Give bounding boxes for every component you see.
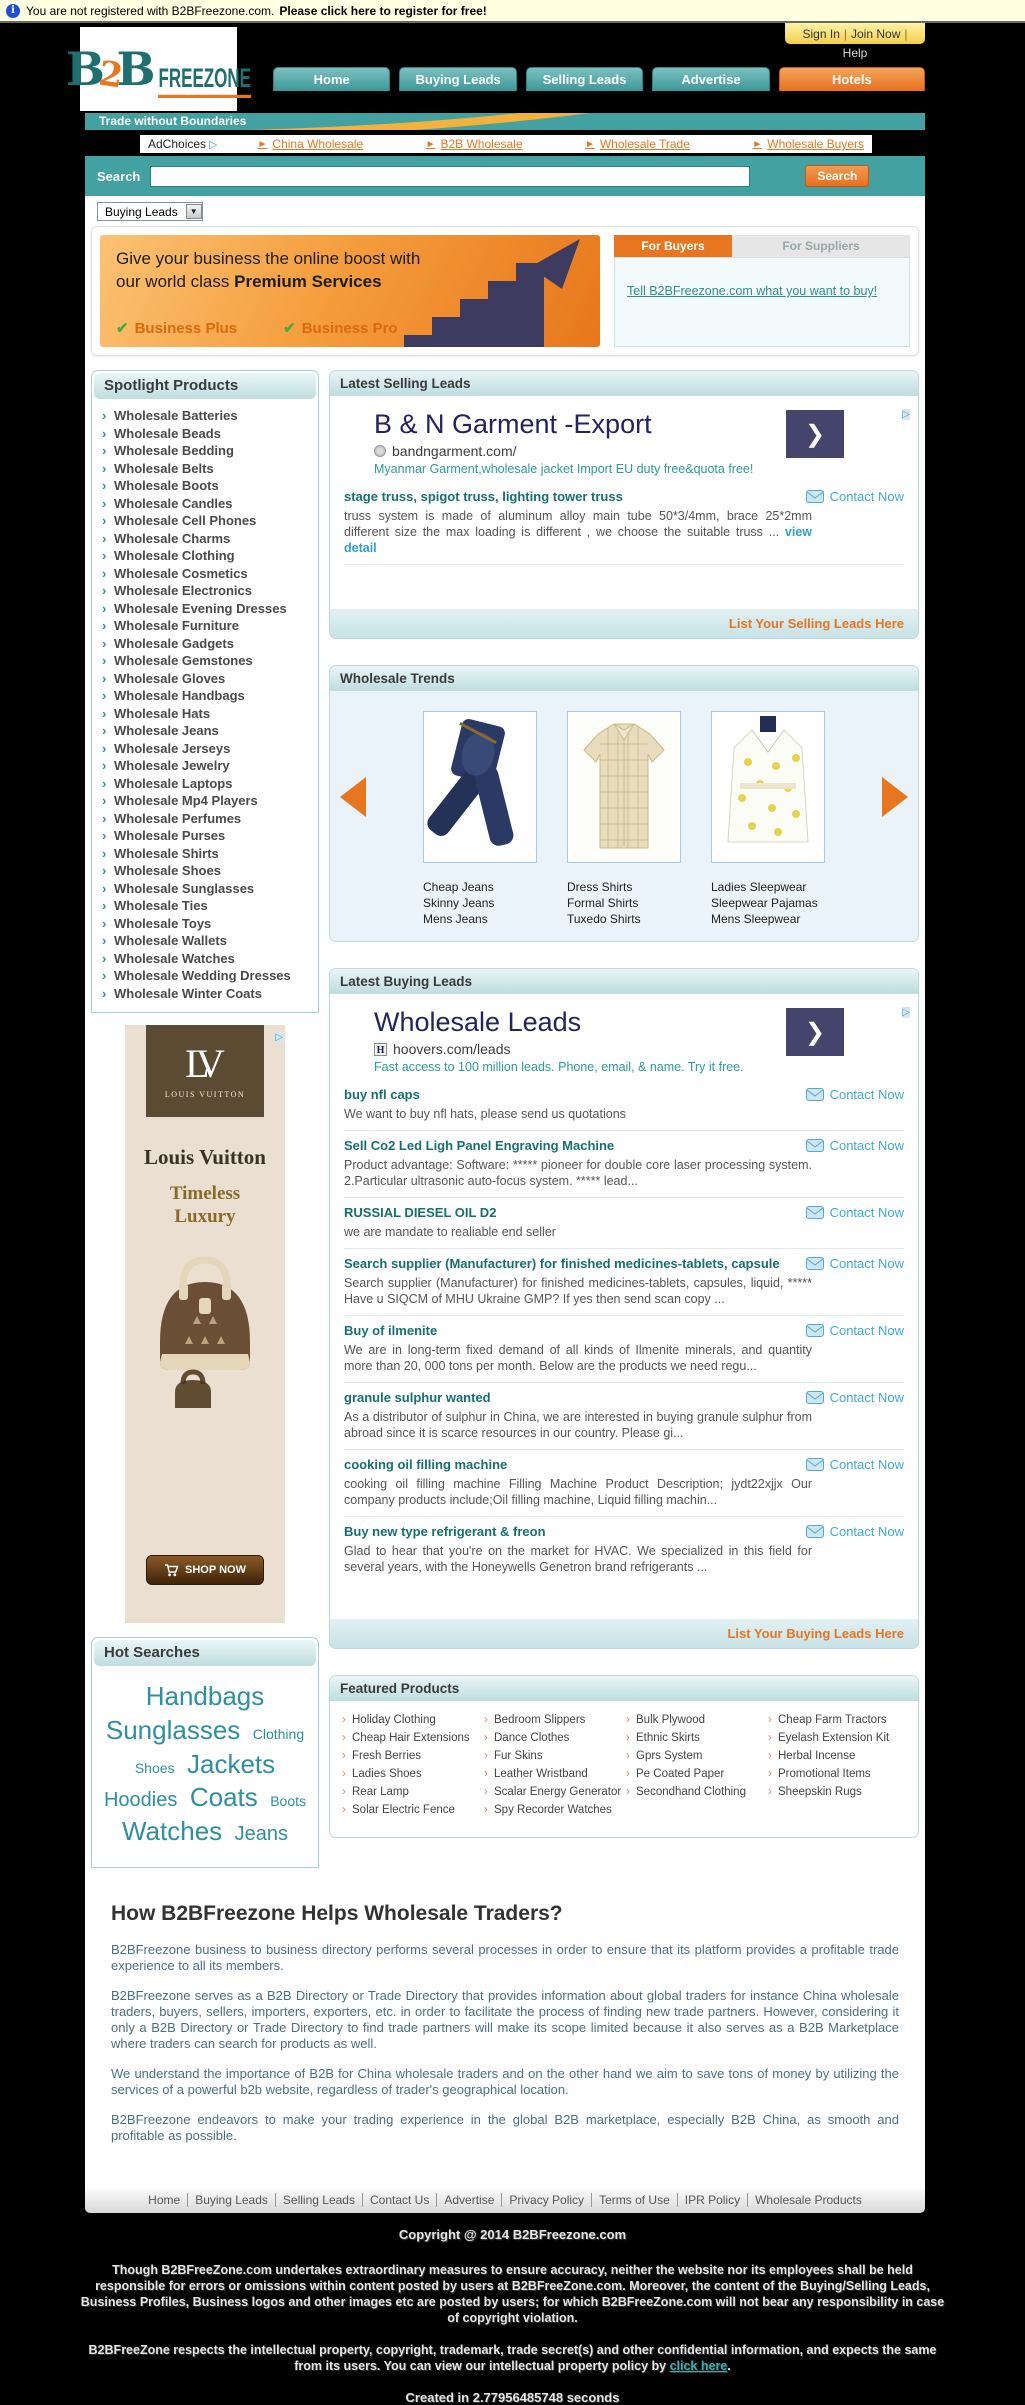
featured-column-1 xyxy=(340,1711,482,1819)
trend-caption[interactable]: Ladies Sleepwear Sleepwear Pajamas Mens Sleepwear xyxy=(711,880,818,926)
buying-ad-block xyxy=(344,1002,904,1080)
buying-leads-title: Latest Buying Leads xyxy=(330,969,918,994)
spotlight-product-link[interactable]: › Wholesale Ties xyxy=(98,897,314,915)
featured-product-link[interactable]: › Promotional Items xyxy=(766,1765,908,1783)
nav-item[interactable]: Buying Leads xyxy=(399,67,516,91)
spotlight-product-link[interactable]: › Wholesale Sunglasses xyxy=(98,880,314,898)
lead-description: Search supplier (Manufacturer) for finished medicines-tablets, capsules, liquid, ***** Have u SIQCM of MHU Ukraine GMP? If yes then send scan copy ... xyxy=(344,1276,812,1306)
auth-links xyxy=(785,23,925,44)
premium-banner-panel xyxy=(91,226,919,356)
buyers-suppliers-tabs xyxy=(614,235,910,257)
lead-description: We are in long-term fixed demand of all kinds of Ilmenite minerals, and quantity more than 20, 000 tons per month. Below are the products we need regu... xyxy=(344,1343,812,1373)
featured-product-link[interactable]: › Fur Skins xyxy=(482,1747,624,1765)
nav-item[interactable]: Selling Leads xyxy=(526,67,643,91)
spotlight-product-link[interactable]: › Wholesale Belts xyxy=(98,460,314,478)
lead-title-link[interactable]: Buy new type refrigerant & freon xyxy=(344,1524,546,1539)
lead-title-link[interactable]: granule sulphur wanted xyxy=(344,1390,491,1405)
carousel-next-button[interactable] xyxy=(882,777,908,817)
chevron-down-icon: ▼ xyxy=(186,204,202,219)
tell-what-to-buy-link[interactable]: Tell B2BFreezone.com what you want to buy! xyxy=(627,284,878,298)
search-category-row xyxy=(85,200,925,226)
footer-link[interactable]: Privacy Policy xyxy=(502,2193,592,2207)
arrow-bullet-icon: ► xyxy=(584,138,595,150)
featured-product-link[interactable]: › Holiday Clothing xyxy=(340,1711,482,1729)
lead-title-link[interactable]: Sell Co2 Led Ligh Panel Engraving Machine xyxy=(344,1138,615,1153)
hot-searches-title: Hot Searches xyxy=(94,1640,316,1666)
spotlight-product-link[interactable]: › Wholesale Watches xyxy=(98,950,314,968)
spotlight-product-link[interactable]: › Wholesale Wallets xyxy=(98,932,314,950)
envelope-icon xyxy=(806,1257,824,1270)
selling-lead-item xyxy=(344,482,904,565)
featured-product-link[interactable]: › Fresh Berries xyxy=(340,1747,482,1765)
spotlight-products-box xyxy=(91,370,319,1013)
contact-now-link[interactable]: Contact Now xyxy=(806,1256,904,1271)
nav-item[interactable]: Advertise xyxy=(652,67,769,91)
adchoices-text: AdChoices xyxy=(148,137,207,151)
tagline-text: Trade without Boundaries xyxy=(99,114,247,128)
spotlight-product-link[interactable]: › Wholesale Handbags xyxy=(98,687,314,705)
contact-now-link[interactable]: Contact Now xyxy=(806,1390,904,1405)
ad-link[interactable]: ► Wholesale Buyers xyxy=(752,137,864,151)
site-logo[interactable] xyxy=(66,27,252,111)
spotlight-product-link[interactable]: › Wholesale Gadgets xyxy=(98,635,314,653)
handbag-image xyxy=(135,1242,275,1422)
featured-product-link[interactable]: › Rear Lamp xyxy=(340,1783,482,1801)
spotlight-product-link[interactable]: › Wholesale Mp4 Players xyxy=(98,792,314,810)
envelope-icon xyxy=(806,1458,824,1471)
check-icon: ✔ xyxy=(283,320,296,337)
buying-lead-item xyxy=(344,1198,904,1249)
envelope-icon xyxy=(806,1088,824,1101)
arrow-bullet-icon: ► xyxy=(257,138,268,150)
featured-product-link[interactable]: › Spy Recorder Watches xyxy=(482,1801,624,1819)
footer-links-bar xyxy=(85,2188,925,2213)
lead-title-link[interactable]: cooking oil filling machine xyxy=(344,1457,508,1472)
lv-ad-title: Louis Vuitton xyxy=(144,1145,266,1169)
ad-title-link[interactable]: B & N Garment -Export xyxy=(374,409,652,439)
latest-buying-leads-section xyxy=(329,968,919,1649)
search-bar xyxy=(85,156,925,196)
lv-brand-name: LOUIS VUITTON xyxy=(164,1089,246,1099)
trend-card-shirt[interactable] xyxy=(567,711,681,863)
featured-column-4 xyxy=(766,1711,908,1819)
ad-title-link[interactable]: Wholesale Leads xyxy=(374,1007,582,1037)
ad-url[interactable]: bandngarment.com/ xyxy=(374,443,904,459)
contact-now-link[interactable]: Contact Now xyxy=(806,1138,904,1153)
sign-in-link[interactable]: Sign In xyxy=(802,26,840,41)
spotlight-product-link[interactable]: › Wholesale Gloves xyxy=(98,670,314,688)
featured-product-link[interactable]: › Solar Electric Fence xyxy=(340,1801,482,1819)
buying-lead-item xyxy=(344,1517,904,1583)
banner-features xyxy=(116,319,398,337)
spotlight-product-link[interactable]: › Wholesale Jeans xyxy=(98,722,314,740)
join-now-link[interactable]: Join Now xyxy=(851,26,901,41)
featured-product-link[interactable]: › Gprs System xyxy=(624,1747,766,1765)
spotlight-product-link[interactable]: › Wholesale Bedding xyxy=(98,442,314,460)
hot-search-tag[interactable]: Hoodies xyxy=(103,1789,178,1812)
spotlight-products-list xyxy=(92,401,318,1012)
envelope-icon xyxy=(806,1525,824,1538)
footer xyxy=(0,2213,1025,2405)
buying-lead-item xyxy=(344,1249,904,1316)
search-category-select[interactable] xyxy=(97,202,203,221)
contact-now-link[interactable]: Contact Now xyxy=(806,1087,904,1102)
tab-for-buyers[interactable]: For Buyers xyxy=(614,235,732,257)
footer-link[interactable]: Selling Leads xyxy=(276,2193,363,2207)
envelope-icon xyxy=(806,490,824,503)
envelope-icon xyxy=(806,1391,824,1404)
footer-link[interactable]: Terms of Use xyxy=(592,2193,678,2207)
hot-searches-box xyxy=(91,1637,319,1868)
spotlight-product-link[interactable]: › Wholesale Winter Coats xyxy=(98,985,314,1003)
tagline-swoosh-decoration xyxy=(205,113,625,130)
adchoices-icon[interactable]: ▷ xyxy=(275,1032,283,1043)
footer-link[interactable]: Advertise xyxy=(437,2193,502,2207)
lead-description: cooking oil filling machine Filling Machine Product Description; jydt22xjjx Our company products include;Oil filling machine, Liquid filling machin... xyxy=(344,1477,812,1507)
spotlight-product-link[interactable]: › Wholesale Toys xyxy=(98,915,314,933)
featured-product-link[interactable]: › Cheap Farm Tractors xyxy=(766,1711,908,1729)
hot-search-tag[interactable]: Boots xyxy=(270,1793,307,1810)
help-link[interactable]: Help xyxy=(842,46,868,60)
lv-monogram: LV xyxy=(185,1040,215,1086)
spotlight-product-link[interactable]: › Wholesale Laptops xyxy=(98,775,314,793)
latest-selling-leads-section xyxy=(329,370,919,639)
cart-icon xyxy=(164,1564,179,1577)
carousel-prev-button[interactable] xyxy=(340,777,366,817)
featured-column-3 xyxy=(624,1711,766,1819)
ad-arrow-button[interactable]: ❯ xyxy=(786,410,844,458)
trend-caption[interactable]: Cheap Jeans Skinny Jeans Mens Jeans xyxy=(423,880,495,926)
lead-description: we are mandate to realiable end seller xyxy=(344,1225,556,1239)
ipr-policy-link[interactable]: click here xyxy=(669,2358,728,2373)
banner-line1: Give your business the online boost with xyxy=(116,249,421,268)
adchoices-icon[interactable]: ▷ xyxy=(902,409,910,420)
hot-search-tag[interactable]: Jackets xyxy=(187,1748,276,1779)
hoovers-icon: H xyxy=(374,1043,387,1056)
logo-wordmark: FREEZONE xyxy=(158,63,251,98)
adchoices-icon: ▷ xyxy=(209,138,218,151)
auth-separator: | xyxy=(904,26,908,41)
spotlight-product-link[interactable]: › Wholesale Wedding Dresses xyxy=(98,967,314,985)
tab-for-suppliers[interactable]: For Suppliers xyxy=(732,235,910,257)
trend-card-jeans[interactable] xyxy=(423,711,537,863)
shirt-product-image xyxy=(570,714,678,860)
adchoices-label[interactable] xyxy=(148,137,218,151)
logo-letter-b1: B xyxy=(66,42,105,96)
hot-search-tag[interactable]: Clothing xyxy=(252,1725,305,1742)
selling-ad-block xyxy=(344,404,904,482)
spotlight-product-link[interactable]: › Wholesale Beads xyxy=(98,425,314,443)
arrow-bullet-icon: ► xyxy=(752,138,763,150)
main-column xyxy=(329,370,919,1880)
lead-description: As a distributor of sulphur in China, we are interested in buying granule sulphur from abroad since it is scarce resources in our country. Please gi... xyxy=(344,1410,812,1440)
lv-ad-subtitle: Timeless Luxury xyxy=(169,1183,241,1227)
logo-letter-b2: B xyxy=(116,42,156,96)
spotlight-product-link[interactable]: › Wholesale Clothing xyxy=(98,547,314,565)
louis-vuitton-ad[interactable] xyxy=(125,1025,285,1623)
hot-search-tag[interactable]: Watches xyxy=(121,1816,223,1847)
buying-lead-item xyxy=(344,1316,904,1383)
buyers-suppliers-box xyxy=(614,235,910,347)
selling-leads-title: Latest Selling Leads xyxy=(330,371,918,396)
arrow-bullet-icon: ► xyxy=(425,138,436,150)
hot-search-tag[interactable]: Sunglasses xyxy=(105,1714,241,1745)
featured-product-link[interactable]: › Bedroom Slippers xyxy=(482,1711,624,1729)
tagline-bar xyxy=(85,113,925,130)
featured-column-2 xyxy=(482,1711,624,1819)
search-input[interactable] xyxy=(150,166,750,187)
premium-services-banner[interactable] xyxy=(100,235,600,347)
about-paragraph: B2BFreezone endeavors to make your trading experience in the global B2B marketplace, especially B2B China, as smooth and profitable as possible. xyxy=(111,2111,899,2143)
notice-text: You are not registered with B2BFreezone.com. xyxy=(26,3,275,18)
about-section xyxy=(85,1880,925,2188)
footer-disclaimer-1: Though B2BFreeZone.com undertakes extraordinary measures to ensure accuracy, neither the website nor its employees shall be held responsible for errors or omissions within content posted by users at B2BFreeZone.com. Moreover, the content of the Buying/Selling Leads, Business Profiles, Business logos and other images etc are posted by users; for which B2BFreeZone.com will not bear any responsibility in case of copyright violation. xyxy=(80,2262,945,2325)
contact-now-link[interactable]: Contact Now xyxy=(806,489,904,504)
spotlight-product-link[interactable]: › Wholesale Electronics xyxy=(98,582,314,600)
contact-now-link[interactable]: Contact Now xyxy=(806,1323,904,1338)
spotlight-product-link[interactable]: › Wholesale Shirts xyxy=(98,845,314,863)
spotlight-product-link[interactable]: › Wholesale Cell Phones xyxy=(98,512,314,530)
featured-product-link[interactable]: › Leather Wristband xyxy=(482,1765,624,1783)
left-sidebar xyxy=(91,370,319,1880)
buying-leads-list xyxy=(344,1080,904,1583)
banner-line2-bold: Premium Services xyxy=(234,272,382,291)
featured-product-link[interactable]: › Bulk Plywood xyxy=(624,1711,766,1729)
page-generation-time: Created in 2.77956485748 seconds xyxy=(405,2389,620,2405)
spotlight-product-link[interactable]: › Wholesale Evening Dresses xyxy=(98,600,314,618)
spotlight-product-link[interactable]: › Wholesale Perfumes xyxy=(98,810,314,828)
footer-link[interactable]: Contact Us xyxy=(363,2193,437,2207)
spotlight-products-title: Spotlight Products xyxy=(94,373,316,399)
hot-searches-tags xyxy=(92,1668,318,1867)
buying-lead-item xyxy=(344,1131,904,1198)
contact-now-link[interactable]: Contact Now xyxy=(806,1205,904,1220)
ad-link[interactable]: ► Wholesale Trade xyxy=(584,137,690,151)
site-header xyxy=(0,23,1025,113)
wholesale-trends-section xyxy=(329,665,919,942)
lead-title-link[interactable]: Buy of ilmenite xyxy=(344,1323,438,1338)
ad-arrow-button[interactable]: ❯ xyxy=(786,1008,844,1056)
list-buying-leads-link[interactable]: List Your Buying Leads Here xyxy=(727,1626,904,1641)
search-label: Search xyxy=(97,168,141,184)
hot-search-tag[interactable]: Shoes xyxy=(134,1759,175,1776)
featured-products-title: Featured Products xyxy=(330,1676,918,1701)
contact-now-link[interactable]: Contact Now xyxy=(806,1457,904,1472)
lead-description: truss system is made of aluminum alloy main tube 50*3/4mm, brace 25*2mm different size the max loading is different , we choose the suitable truss ... view detail xyxy=(344,509,812,555)
spotlight-product-link[interactable]: › Wholesale Cosmetics xyxy=(98,565,314,583)
ad-link[interactable]: ► China Wholesale xyxy=(257,137,364,151)
spotlight-product-link[interactable]: › Wholesale Gemstones xyxy=(98,652,314,670)
featured-product-link[interactable]: › Herbal Incense xyxy=(766,1747,908,1765)
buyers-tab-content xyxy=(614,257,910,347)
shop-now-label: SHOP NOW xyxy=(185,1564,246,1576)
ad-links-row xyxy=(140,135,872,153)
logo-ribbon-2: 2 xyxy=(96,53,126,97)
footer-disclaimer-2: B2BFreeZone respects the intellectual property, copyright, trademark, trade secret(s) and other confidential information, and expects the same from its users. You can view our intellectual property policy by click here. xyxy=(88,2342,937,2373)
ad-description: Fast access to 100 million leads. Phone, email, & name. Try it free. xyxy=(374,1060,744,1074)
featured-product-link[interactable]: › Cheap Hair Extensions xyxy=(340,1729,482,1747)
spotlight-product-link[interactable]: › Wholesale Candles xyxy=(98,495,314,513)
spotlight-product-link[interactable]: › Wholesale Batteries xyxy=(98,407,314,425)
spotlight-product-link[interactable]: › Wholesale Jewelry xyxy=(98,757,314,775)
trend-card-sleepwear[interactable] xyxy=(711,711,825,863)
page-content xyxy=(85,196,925,2188)
banner-line2: our world class xyxy=(116,272,235,291)
lead-title-link[interactable]: Search supplier (Manufacturer) for finished medicines-tablets, capsule xyxy=(344,1256,780,1271)
featured-products-section xyxy=(329,1675,919,1838)
featured-product-link[interactable]: › Ethnic Skirts xyxy=(624,1729,766,1747)
about-title: How B2BFreezone Helps Wholesale Traders? xyxy=(111,1901,563,1925)
featured-products-grid xyxy=(330,1701,918,1837)
trend-caption[interactable]: Dress Shirts Formal Shirts Tuxedo Shirts xyxy=(567,880,641,926)
banner-text xyxy=(116,247,420,293)
check-icon: ✔ xyxy=(116,320,129,337)
spotlight-product-link[interactable]: › Wholesale Hats xyxy=(98,705,314,723)
buying-lead-item xyxy=(344,1080,904,1131)
trends-carousel xyxy=(330,691,918,941)
feature-business-pro: ✔ Business Pro xyxy=(283,320,398,337)
hot-search-tag[interactable]: Handbags xyxy=(145,1681,265,1711)
spotlight-product-link[interactable]: › Wholesale Shoes xyxy=(98,862,314,880)
about-paragraph: B2BFreezone serves as a B2B Directory or Trade Directory that provides information about global traders for instance China wholesale traders, buyers, sellers, importers, exporters, etc. in order to facilitate the process of finding new trade partners. However, considering it only a B2B Directory or Trade Directory to find trade partners will make its scope limited because it also serves as a B2B Marketplace where traders can search for products as well. xyxy=(111,1987,899,2051)
featured-product-link[interactable]: › Pe Coated Paper xyxy=(624,1765,766,1783)
shop-now-button[interactable] xyxy=(146,1555,264,1585)
envelope-icon xyxy=(806,1206,824,1219)
featured-product-link[interactable]: › Secondhand Clothing xyxy=(624,1783,766,1801)
copyright-text: Copyright @ 2014 B2BFreezone.com xyxy=(398,2226,627,2242)
list-selling-leads-link[interactable]: List Your Selling Leads Here xyxy=(728,616,904,631)
spotlight-product-link[interactable]: › Wholesale Purses xyxy=(98,827,314,845)
featured-product-link[interactable]: › Dance Clothes xyxy=(482,1729,624,1747)
featured-product-link[interactable]: › Sheepskin Rugs xyxy=(766,1783,908,1801)
featured-product-link[interactable]: › Ladies Shoes xyxy=(340,1765,482,1783)
lv-logo xyxy=(146,1025,264,1117)
lead-description: Product advantage: Software: ***** pioneer for double core laser processing system. 2.Particular ultrasonic auto-focus system. ***** lead... xyxy=(344,1158,812,1188)
info-icon: i xyxy=(6,4,20,18)
envelope-icon xyxy=(806,1324,824,1337)
registration-notice-bar xyxy=(0,0,1025,23)
buying-lead-item xyxy=(344,1450,904,1517)
lead-title-link[interactable]: RUSSIAL DIESEL OIL D2 xyxy=(344,1205,497,1220)
spotlight-product-link[interactable]: › Wholesale Jerseys xyxy=(98,740,314,758)
auth-separator: | xyxy=(843,26,847,41)
hot-search-tag[interactable]: Jeans xyxy=(234,1823,288,1846)
ad-links xyxy=(258,137,865,151)
main-nav xyxy=(273,67,925,91)
footer-link[interactable]: Wholesale Products xyxy=(755,2193,862,2208)
spotlight-product-link[interactable]: › Wholesale Furniture xyxy=(98,617,314,635)
search-category-value: Buying Leads xyxy=(105,204,178,219)
ad-url[interactable]: H hoovers.com/leads xyxy=(374,1041,904,1057)
buying-lead-item xyxy=(344,1383,904,1450)
footer-link[interactable]: IPR Policy xyxy=(678,2193,748,2207)
register-link[interactable]: Please click here to register for free! xyxy=(279,3,487,18)
footer-link[interactable]: Buying Leads xyxy=(188,2193,276,2207)
lead-description: We want to buy nfl hats, please send us quotations xyxy=(344,1107,626,1121)
spotlight-product-link[interactable]: › Wholesale Boots xyxy=(98,477,314,495)
lead-title-link[interactable]: buy nfl caps xyxy=(344,1087,420,1102)
ad-link[interactable]: ► B2B Wholesale xyxy=(425,137,523,151)
globe-icon xyxy=(374,445,386,457)
selling-leads-footer xyxy=(330,609,918,638)
buying-leads-footer xyxy=(330,1619,918,1648)
sleepwear-product-image xyxy=(714,714,822,860)
trends-title: Wholesale Trends xyxy=(330,666,918,691)
nav-item[interactable]: Home xyxy=(273,67,390,91)
featured-product-link[interactable]: › Scalar Energy Generator xyxy=(482,1783,624,1801)
ad-description: Myanmar Garment,wholesale jacket Import EU duty free&quota free! xyxy=(374,462,754,476)
contact-now-link[interactable]: Contact Now xyxy=(806,1524,904,1539)
feature-business-plus: ✔ Business Plus xyxy=(116,320,238,337)
lead-description: Glad to hear that you're on the market for HVAC. We specialized in this field for several years, with the Honeywells Genetron brand refrigerants ... xyxy=(344,1544,812,1574)
search-button[interactable]: Search xyxy=(805,165,869,187)
envelope-icon xyxy=(806,1139,824,1152)
adchoices-icon[interactable]: ▷ xyxy=(902,1007,910,1018)
spotlight-product-link[interactable]: › Wholesale Charms xyxy=(98,530,314,548)
lead-title-link[interactable]: stage truss, spigot truss, lighting tower truss xyxy=(344,489,623,504)
featured-product-link[interactable]: › Eyelash Extension Kit xyxy=(766,1729,908,1747)
about-paragraph: We understand the importance of B2B for China wholesale traders and on the other hand we aim to save tons of money by utilizing the services of a powerful b2b website, regardless of trader's geographical location. xyxy=(111,2065,899,2097)
view-detail-link[interactable]: view detail xyxy=(344,525,812,555)
jeans-product-image xyxy=(426,714,534,860)
hot-search-tag[interactable]: Coats xyxy=(189,1782,258,1813)
nav-item[interactable]: Hotels xyxy=(779,67,925,91)
footer-link[interactable]: Home xyxy=(141,2193,188,2207)
about-paragraph: B2BFreezone business to business directory performs several processes in order to ensure that its platform provides a profitable trade experience to all its members. xyxy=(111,1941,899,1973)
